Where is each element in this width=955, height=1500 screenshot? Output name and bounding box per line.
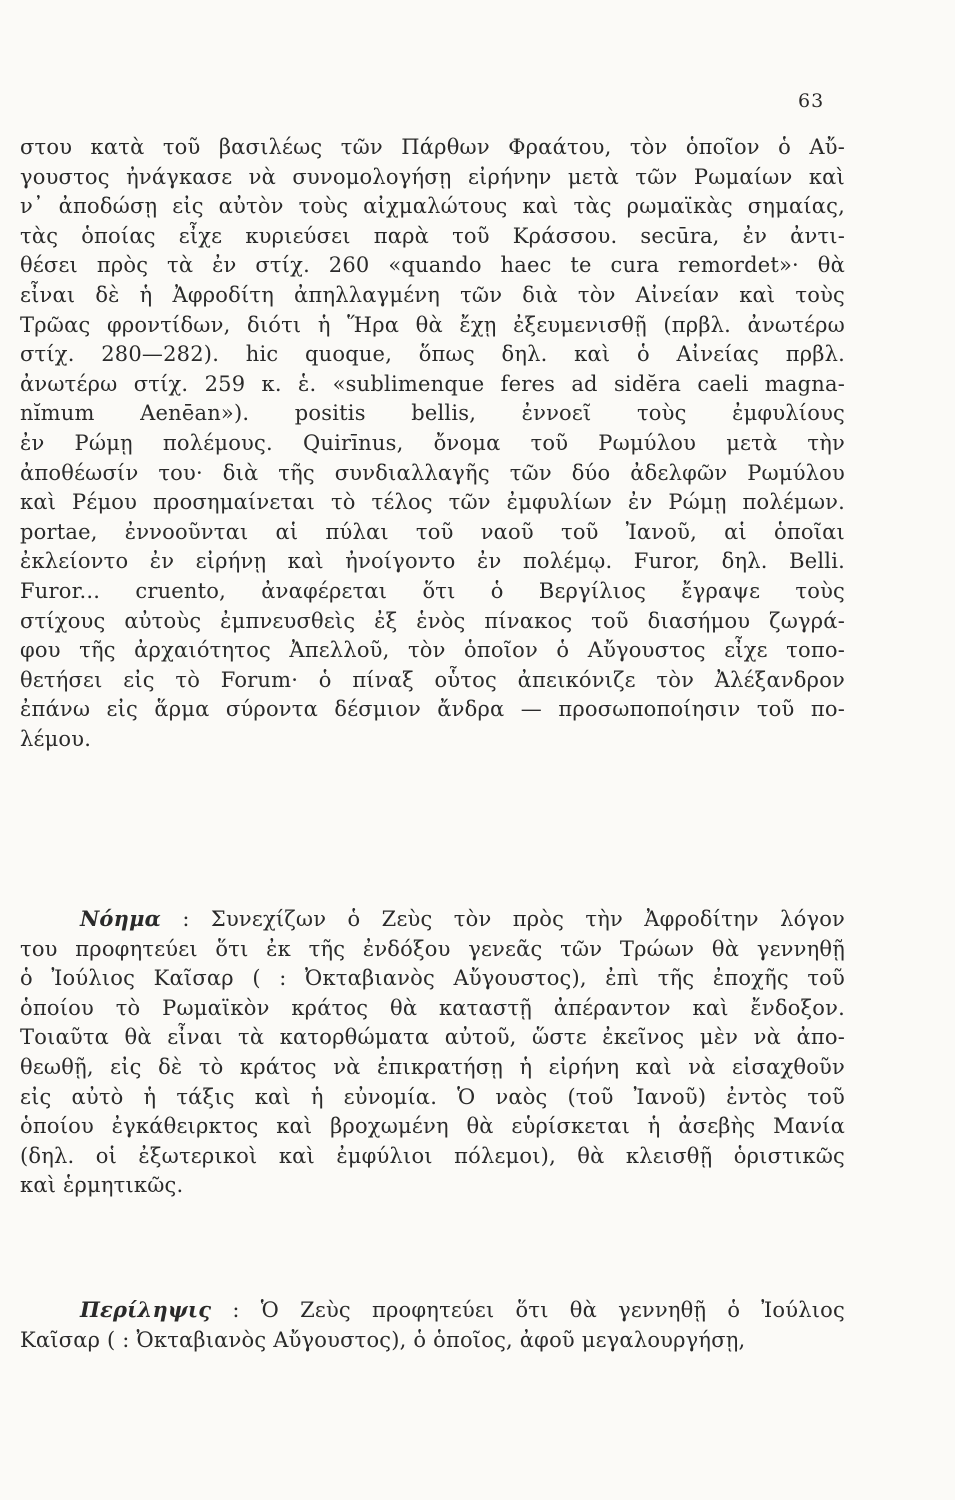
noima-line: ὁποίου τὸ Ρωμαϊκὸν κράτος θὰ καταστῇ ἀπέραντον καὶ ἔνδοξον. — [20, 995, 845, 1020]
commentary-line: στου κατὰ τοῦ βασιλέως τῶν Πάρθων Φραάτου, τὸν ὁποῖον ὁ Αὔ- — [20, 135, 845, 159]
noima-line: καὶ ἑρμητικῶς. — [20, 1173, 184, 1198]
commentary-line: εἶναι δὲ ἡ Ἀφροδίτη ἀπηλλαγμένη τῶν διὰ τὸν Αἰνείαν καὶ τοὺς — [20, 282, 845, 307]
perilipsis-section — [20, 1295, 845, 1355]
noima-line: Τοιαῦτα θὰ εἶναι τὰ κατορθώματα αὐτοῦ, ὥστε ἐκεῖνος μὲν νὰ ἀπο- — [20, 1025, 845, 1050]
commentary-line: Furor... cruento, ἀναφέρεται ὅτι ὁ Βεργίλιος ἔγραψε τοὺς — [20, 578, 845, 603]
perilipsis-line: Καῖσαρ ( : Ὀκταβιανὸς Αὔγουστος), ὁ ὁποῖος, ἀφοῦ μεγαλουργήσῃ, — [20, 1327, 746, 1352]
commentary-line: στίχους αὐτοὺς ἐμπνευσθεὶς ἐξ ἑνὸς πίνακος τοῦ διασήμου ζωγρά- — [20, 608, 845, 633]
commentary-line: ἀνωτέρω στίχ. 259 κ. ἑ. «sublimenque feres ad sidĕra caeli magna- — [20, 371, 845, 396]
noima-label: Νόημα — [80, 906, 162, 931]
commentary-line: portae, ἐννοοῦνται αἱ πύλαι τοῦ ναοῦ τοῦ Ἰανοῦ, αἱ ὁποῖαι — [20, 519, 845, 544]
noima-separator: : — [161, 907, 211, 931]
noima-line: του προφητεύει ὅτι ἐκ τῆς ἐνδόξου γενεᾶς τῶν Τρώων θὰ γεννηθῇ — [20, 936, 845, 961]
noima-first-line — [20, 904, 845, 935]
noima-line: ὁποίου ἐγκάθειρκτος καὶ βροχωμένη θὰ εὑρίσκεται ἡ ἀσεβὴς Μανία — [20, 1114, 845, 1139]
commentary-line: ἐκλείοντο ἐν εἰρήνῃ καὶ ἠνοίγοντο ἐν πολέμῳ. Furor, δηλ. Belli. — [20, 549, 845, 574]
page-number: 63 — [798, 90, 825, 112]
commentary-line: θέσει πρὸς τὰ ἐν στίχ. 260 «quando haec te cura remordet»· θὰ — [20, 253, 845, 278]
commentary-line: nĭmum Aenēan»). positis bellis, ἐννοεῖ τοὺς ἐμφυλίους — [20, 401, 845, 426]
commentary-line: καὶ Ρέμου προσημαίνεται τὸ τέλος τῶν ἐμφυλίων ἐν Ρώμῃ πολέμων. — [20, 490, 845, 515]
noima-line: ὁ Ἰούλιος Καῖσαρ ( : Ὀκταβιανὸς Αὔγουστος), ἐπὶ τῆς ἐποχῆς τοῦ — [20, 966, 845, 991]
commentary-line: θετήσει εἰς τὸ Forum· ὁ πίναξ οὗτος ἀπεικόνιζε τὸν Ἀλέξανδρον — [20, 667, 845, 692]
perilipsis-separator: : — [211, 1298, 261, 1322]
noima-line: θεωθῇ, εἰς δὲ τὸ κράτος νὰ ἐπικρατήσῃ ἡ εἰρήνη καὶ νὰ εἰσαχθοῦν — [20, 1054, 845, 1079]
commentary-line: στίχ. 280—282). hic quoque, ὅπως δηλ. καὶ ὁ Αἰνείας πρβλ. — [20, 342, 845, 367]
commentary-line: ν᾽ ἀποδώσῃ εἰς αὐτὸν τοὺς αἰχμαλώτους καὶ τὰς ρωμαϊκὰς σημαίας, — [20, 194, 845, 219]
noima-section — [20, 904, 845, 1201]
perilipsis-label: Περίληψις — [80, 1297, 212, 1322]
noima-line: εἰς αὐτὸ ἡ τάξις καὶ ἡ εὐνομία. Ὁ ναὸς (τοῦ Ἰανοῦ) ἐντὸς τοῦ — [20, 1084, 845, 1109]
commentary-line: γουστος ἠνάγκασε νὰ συνομολογήσῃ εἰρήνην μετὰ τῶν Ρωμαίων καὶ — [20, 164, 845, 189]
commentary-section — [20, 133, 845, 754]
commentary-line: ἀποθέωσίν του· διὰ τῆς συνδιαλλαγῆς τῶν δύο ἀδελφῶν Ρωμύλου — [20, 460, 845, 485]
noima-first-text: Συνεχίζων ὁ Ζεὺς τὸν πρὸς τὴν Ἀφροδίτην λόγον — [210, 907, 845, 931]
commentary-line: τὰς ὁποίας εἶχε κυριεύσει παρὰ τοῦ Κράσσου. secūra, ἐν ἀντι- — [20, 223, 845, 248]
commentary-line: ἐν Ρώμῃ πολέμους. Quirīnus, ὄνομα τοῦ Ρωμύλου μετὰ τὴν — [20, 430, 845, 455]
commentary-line: Τρῶας φροντίδων, διότι ἡ Ἥρα θὰ ἔχῃ ἐξευμενισθῇ (πρβλ. ἀνωτέρω — [20, 312, 845, 337]
commentary-line: λέμου. — [20, 726, 92, 751]
perilipsis-first-line — [20, 1295, 845, 1326]
perilipsis-first-text: Ὁ Ζεὺς προφητεύει ὅτι θὰ γεννηθῇ ὁ Ἰούλιος — [260, 1298, 845, 1322]
commentary-line: φου τῆς ἀρχαιότητος Ἀπελλοῦ, τὸν ὁποῖον ὁ Αὔγουστος εἶχε τοπο- — [20, 638, 845, 663]
noima-line: (δηλ. οἱ ἐξωτερικοὶ καὶ ἐμφύλιοι πόλεμοι), θὰ κλεισθῇ ὁριστικῶς — [20, 1143, 845, 1168]
commentary-line: ἐπάνω εἰς ἅρμα σύροντα δέσμιον ἄνδρα — προσωποποίησιν τοῦ πο- — [20, 697, 845, 722]
